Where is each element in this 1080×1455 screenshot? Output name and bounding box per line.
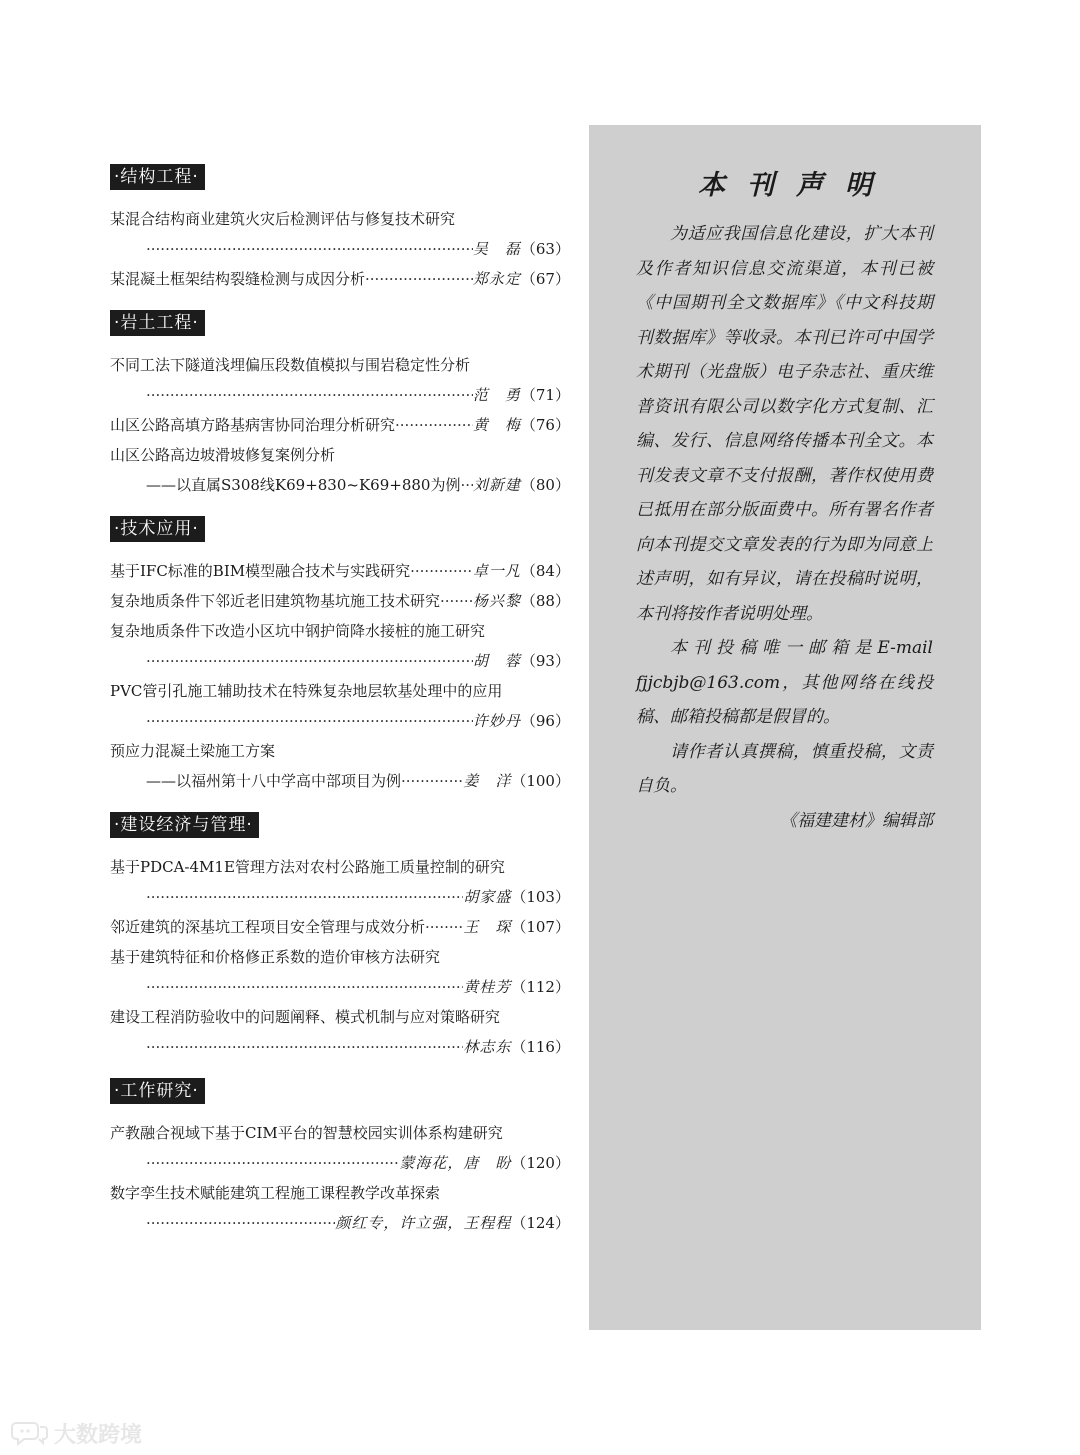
notice-title: 本刊声明	[698, 170, 894, 201]
article-subtitle: ——以直属S308线K69+830~K69+880为例	[146, 476, 461, 494]
article-title: PVC管引孔施工辅助技术在特殊复杂地层软基处理中的应用	[110, 682, 503, 700]
article-author: 姜 洋	[463, 772, 512, 790]
notice-paragraph: 为适应我国信息化建设，扩大本刊及作者知识信息交流渠道，本刊已被《中国期刊全文数据库》《中文科技期刊数据库》等收录。本刊已许可中国学术期刊（光盘版）电子杂志社、重庆维普资讯有限公司以数字化方式复制、汇编、发行、信息网络传播本刊全文。本刊发表文章不支付报酬，著作权使用费已抵用在部分版面费中。所有署名作者向本刊提交文章发表的行为即为同意上述声明，如有异议，请在投稿时说明，本刊将按作者说明处理。	[636, 224, 933, 624]
toc-entry[interactable]	[110, 1002, 570, 1062]
toc-entry[interactable]	[110, 204, 570, 264]
page-number: （ 76 ）	[521, 410, 570, 440]
leader-dots	[146, 1032, 463, 1062]
article-title: 某混合结构商业建筑火灾后检测评估与修复技术研究	[110, 210, 456, 228]
page-number: （ 112 ）	[511, 972, 570, 1002]
toc-entry[interactable]	[110, 616, 570, 676]
page-number: （ 93 ）	[521, 646, 570, 676]
section-heading: ·技术应用·	[110, 516, 205, 542]
watermark-text: 大数跨境	[54, 1423, 143, 1448]
article-title: 建设工程消防验收中的问题阐释、模式机制与应对策略研究	[110, 1008, 501, 1026]
table-of-contents	[110, 164, 570, 1254]
section-heading: ·结构工程·	[110, 164, 205, 190]
article-author: 刘新建	[472, 476, 521, 494]
toc-section	[110, 812, 570, 1062]
leader-dots	[146, 234, 473, 264]
article-author: 蒙海花，唐 盼	[399, 1154, 512, 1172]
leader-dots	[146, 882, 463, 912]
page-number: （ 63 ）	[521, 234, 570, 264]
notice-signature: 《福建建材》编辑部	[780, 810, 933, 831]
article-author: 卓一凡	[472, 562, 521, 580]
toc-section	[110, 310, 570, 500]
article-author: 郑永定	[472, 270, 521, 288]
article-title: 预应力混凝土梁施工方案	[110, 742, 276, 760]
article-author: 黄 梅	[472, 416, 521, 434]
toc-entry[interactable]	[110, 942, 570, 1002]
article-title: 邻近建筑的深基坑工程项目安全管理与成效分析	[110, 918, 426, 936]
section-heading: ·岩土工程·	[110, 310, 205, 336]
article-title: 山区公路高边坡滑坡修复案例分析	[110, 446, 336, 464]
toc-entry[interactable]	[110, 350, 570, 410]
leader-dots	[460, 470, 472, 500]
article-author: 胡 蓉	[472, 652, 521, 670]
article-author: 范 勇	[472, 386, 521, 404]
article-title: 基于IFC标准的BIM模型融合技术与实践研究	[110, 562, 411, 580]
article-title: 复杂地质条件下邻近老旧建筑物基坑施工技术研究	[110, 592, 441, 610]
toc-entry[interactable]	[110, 852, 570, 912]
article-author: 黄桂芳	[463, 978, 512, 996]
page-number: （ 96 ）	[521, 706, 570, 736]
section-heading: ·建设经济与管理·	[110, 812, 259, 838]
page-number: （ 71 ）	[521, 380, 570, 410]
toc-entry[interactable]	[110, 736, 570, 796]
page-number: （ 107 ）	[511, 912, 570, 942]
article-title: 复杂地质条件下改造小区坑中钢护筒降水接桩的施工研究	[110, 622, 486, 640]
chat-bubble-logo-icon	[10, 1419, 50, 1449]
article-author: 林志东	[463, 1038, 512, 1056]
article-title: 某混凝土框架结构裂缝检测与成因分析	[110, 270, 366, 288]
leader-dots	[146, 646, 473, 676]
section-heading: ·工作研究·	[110, 1078, 205, 1104]
page-number: （ 100 ）	[511, 766, 570, 796]
page-number: （ 103 ）	[511, 882, 570, 912]
notice-body	[636, 217, 933, 838]
article-author: 颜红专，许立强，王程程	[335, 1214, 512, 1232]
toc-entry[interactable]	[110, 912, 570, 942]
article-author: 吴 磊	[472, 240, 521, 258]
article-title: 山区公路高填方路基病害协同治理分析研究	[110, 416, 396, 434]
leader-dots	[365, 264, 473, 294]
toc-entry[interactable]	[110, 1118, 570, 1178]
article-author: 王 琛	[463, 918, 512, 936]
article-title: 数字孪生技术赋能建筑工程施工课程教学改革探索	[110, 1184, 441, 1202]
leader-dots	[146, 380, 473, 410]
article-author: 胡家盛	[463, 888, 512, 906]
toc-entry[interactable]	[110, 1178, 570, 1238]
page-number: （ 116 ）	[511, 1032, 570, 1062]
leader-dots	[146, 1148, 399, 1178]
page-number: （ 84 ）	[521, 556, 570, 586]
toc-entry[interactable]	[110, 586, 570, 616]
page-number: （ 80 ）	[521, 470, 570, 500]
toc-entry[interactable]	[110, 440, 570, 500]
toc-section	[110, 516, 570, 796]
leader-dots	[401, 766, 463, 796]
article-author: 杨兴黎	[472, 592, 521, 610]
leader-dots	[146, 706, 473, 736]
toc-entry[interactable]	[110, 264, 570, 294]
page-number: （ 120 ）	[511, 1148, 570, 1178]
leader-dots	[146, 972, 463, 1002]
article-title: 基于PDCA-4M1E管理方法对农村公路施工质量控制的研究	[110, 858, 505, 876]
leader-dots	[425, 912, 463, 942]
watermark	[10, 1418, 142, 1449]
leader-dots	[146, 1208, 335, 1238]
notice-paragraph: 本刊投稿唯一邮箱是E-mail fjjcbjb@163.com，其他网络在线投稿、邮箱投稿都是假冒的。	[636, 638, 933, 727]
article-subtitle: ——以福州第十八中学高中部项目为例	[146, 772, 402, 790]
page-number: （ 88 ）	[521, 586, 570, 616]
page-number: （ 67 ）	[521, 264, 570, 294]
toc-entry[interactable]	[110, 676, 570, 736]
article-title: 不同工法下隧道浅埋偏压段数值模拟与围岩稳定性分析	[110, 356, 471, 374]
leader-dots	[395, 410, 473, 440]
leader-dots	[410, 556, 473, 586]
notice-paragraph: 请作者认真撰稿，慎重投稿，文责自负。	[636, 741, 933, 796]
article-title: 基于建筑特征和价格修正系数的造价审核方法研究	[110, 948, 441, 966]
page-number: （ 124 ）	[511, 1208, 570, 1238]
journal-notice-panel	[589, 125, 981, 1330]
leader-dots	[440, 586, 473, 616]
article-title: 产教融合视域下基于CIM平台的智慧校园实训体系构建研究	[110, 1124, 503, 1142]
article-author: 许妙丹	[472, 712, 521, 730]
toc-entry[interactable]	[110, 556, 570, 586]
toc-section	[110, 164, 570, 294]
toc-entry[interactable]	[110, 410, 570, 440]
toc-section	[110, 1078, 570, 1238]
